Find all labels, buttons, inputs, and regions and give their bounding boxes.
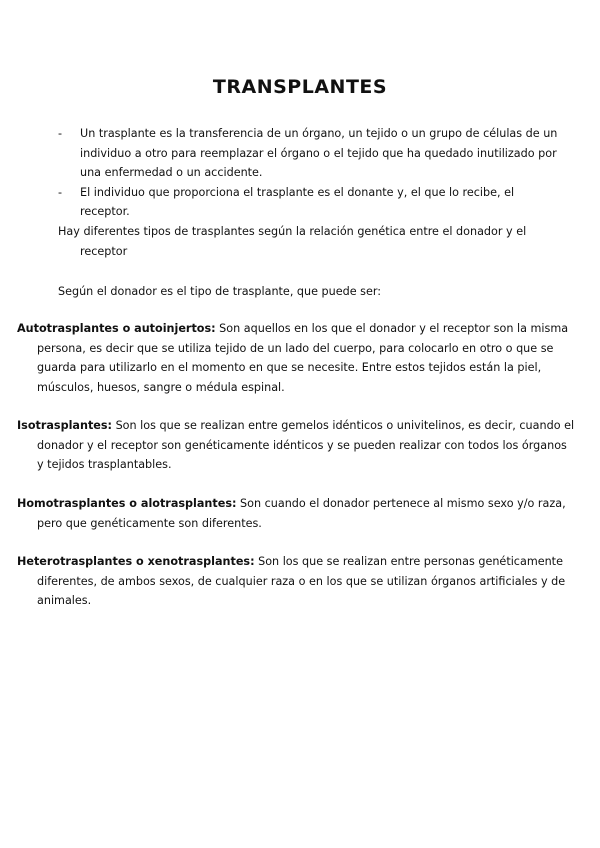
definition-homotrasplantes (17, 494, 577, 533)
page-title: TRANSPLANTES (212, 76, 388, 98)
bullet-text: El individuo que proporciona el trasplante es el donante y, el que lo recibe, el receptor. (80, 185, 515, 218)
bullet-item (58, 183, 558, 222)
definition-text: Son cuando el donador pertenece al mismo sexo y/o raza, pero que genéticamente son diferentes. (37, 497, 566, 530)
definition-text: Son los que se realizan entre gemelos idénticos o univitelinos, es decir, cuando el donador y el receptor son genéticamente idénticos y se pueden realizar con todos los órganos y tejidos trasplantables. (37, 419, 575, 471)
definition-heterotrasplantes (17, 552, 577, 611)
bullet-marker: - (58, 185, 63, 199)
definition-autotrasplantes (17, 319, 577, 397)
bullet-item (58, 124, 558, 183)
bullet-list (58, 124, 558, 222)
bullet-marker: - (58, 127, 63, 140)
definition-term: Autotrasplantes o autoinjertos: (17, 322, 216, 335)
definition-term: Homotrasplantes o alotrasplantes: (17, 497, 237, 510)
definition-term: Isotrasplantes: (17, 419, 113, 432)
bullet-text: Un trasplante es la transferencia de un órgano, un tejido o un grupo de células de un individuo a otro para reemplazar el órgano o el tejido que ha quedado inutilizado por una enfermedad o un accidente. (80, 127, 558, 179)
definition-text: Son aquellos en los que el donador y el receptor son la misma persona, es decir que se utiliza tejido de un lado del cuerpo, para colocarlo en otro o que se guarda para utilizarlo en el momento en que se necesite. Entre estos tejidos están la piel, músculos, huesos, sangre o médula espinal. (37, 322, 569, 394)
definition-isotrasplantes (17, 416, 577, 475)
intro-paragraph: Hay diferentes tipos de trasplantes según la relación genética entre el donador y el receptor (58, 225, 527, 258)
definition-text: Son los que se realizan entre personas genéticamente diferentes, de ambos sexos, de cualquier raza o en los que se utilizan órganos artificiales y de animales. (37, 555, 566, 607)
donor-paragraph: Según el donador es el tipo de trasplante, que puede ser: (58, 285, 382, 298)
definition-term: Heterotrasplantes o xenotrasplantes: (17, 555, 255, 568)
